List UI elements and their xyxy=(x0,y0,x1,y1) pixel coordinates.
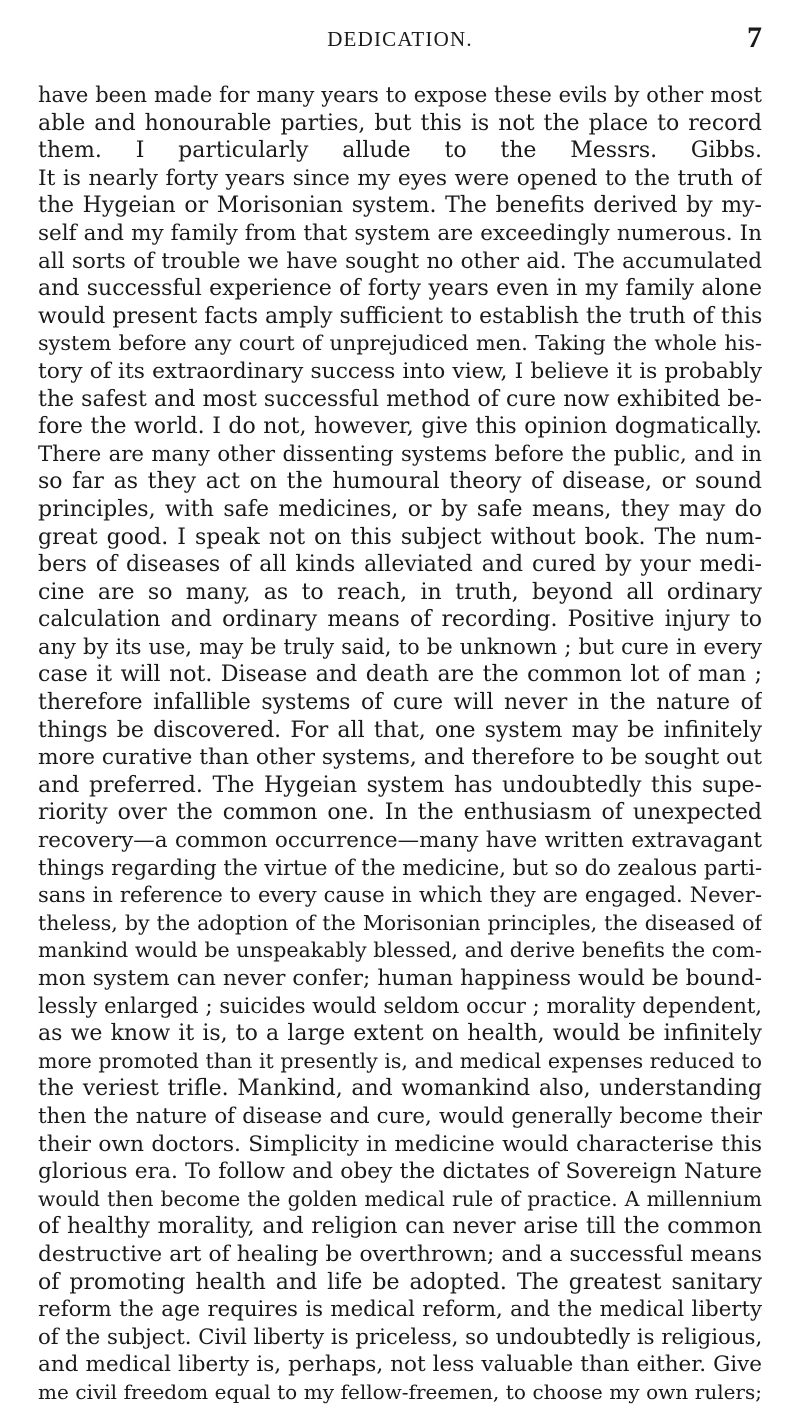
text-line: the safest and most successful method of cure now exhibited be- xyxy=(38,386,762,412)
text-line: the Hygeian or Morisonian system. The benefits derived by my- xyxy=(38,193,762,219)
body-text xyxy=(38,82,762,1407)
text-line: things be discovered. For all that, one system may be infinitely xyxy=(38,717,762,743)
text-line: as we know it is, to a large extent on health, would be infinitely xyxy=(38,1021,762,1047)
text-line: sans in reference to every cause in which they are engaged. Never- xyxy=(38,883,762,908)
text-line: riority over the common one. In the enthusiasm of unexpected xyxy=(38,800,762,826)
text-line: more curative than other systems, and therefore to be sought out xyxy=(38,745,762,771)
text-line: case it will not. Disease and death are the common lot of man ; xyxy=(38,662,762,688)
book-page xyxy=(38,22,762,1407)
text-line: of healthy morality, and religion can never arise till the common xyxy=(38,1214,762,1240)
text-line: of promoting health and life be adopted. The greatest sanitary xyxy=(38,1269,762,1295)
text-line: mon system can never confer; human happiness would be bound- xyxy=(38,966,762,991)
page-header xyxy=(38,22,762,58)
text-line: me civil freedom equal to my fellow-freemen, to choose my own rulers; xyxy=(38,1379,762,1404)
text-line: principles, with safe medicines, or by safe means, they may do xyxy=(38,496,762,522)
text-line: and medical liberty is, perhaps, not less valuable than either. Give xyxy=(38,1352,762,1378)
text-line: great good. I speak not on this subject without book. The num- xyxy=(38,524,762,550)
text-line: bers of diseases of all kinds alleviated and cured by your medi- xyxy=(38,552,762,578)
text-line: them. I particularly allude to the Messrs. Gibbs. xyxy=(38,138,762,164)
text-line: all sorts of trouble we have sought no other aid. The accumulated xyxy=(38,248,762,274)
text-line: and successful experience of forty years even in my family alone xyxy=(38,276,762,302)
running-head: DEDICATION. xyxy=(327,27,473,51)
text-line: able and honourable parties, but this is not the place to record xyxy=(38,110,762,136)
text-line: It is nearly forty years since my eyes were opened to the truth of xyxy=(38,165,762,191)
text-line: the veriest trifle. Mankind, and womankind also, understanding xyxy=(38,1076,762,1102)
text-line: so far as they act on the humoural theory of disease, or sound xyxy=(38,469,762,495)
text-line: their own doctors. Simplicity in medicine would characterise this xyxy=(38,1131,762,1157)
text-line: mankind would be unspeakably blessed, and derive benefits the com- xyxy=(38,938,762,963)
text-line: recovery—a common occurrence—many have written extravagant xyxy=(38,828,762,854)
text-line: reform the age requires is medical reform, and the medical liberty xyxy=(38,1297,762,1323)
text-line: therefore infallible systems of cure will never in the nature of xyxy=(38,690,762,716)
text-line: would present facts amply sufficient to establish the truth of this xyxy=(38,303,762,329)
text-line: system before any court of unprejudiced men. Taking the whole his- xyxy=(38,331,762,356)
text-line: lessly enlarged ; suicides would seldom occur ; morality dependent, xyxy=(38,993,762,1018)
text-line: cine are so many, as to reach, in truth, beyond all ordinary xyxy=(38,579,762,605)
text-line: would then become the golden medical rule of practice. A millennium xyxy=(38,1186,762,1211)
text-line: theless, by the adoption of the Morisonian principles, the diseased of xyxy=(38,910,762,935)
text-line: destructive art of healing be overthrown; and a successful means xyxy=(38,1241,762,1267)
text-line: self and my family from that system are exceedingly numerous. In xyxy=(38,220,762,246)
text-line: tory of its extraordinary success into view, I believe it is probably xyxy=(38,358,762,384)
text-line: and preferred. The Hygeian system has undoubtedly this supe- xyxy=(38,772,762,798)
text-line: glorious era. To follow and obey the dictates of Sovereign Nature xyxy=(38,1159,762,1185)
text-line: then the nature of disease and cure, would generally become their xyxy=(38,1103,762,1129)
text-line: calculation and ordinary means of recording. Positive injury to xyxy=(38,607,762,633)
text-line: There are many other dissenting systems before the public, and in xyxy=(38,441,762,467)
text-line: have been made for many years to expose these evils by other most xyxy=(38,83,762,107)
text-line: more promoted than it presently is, and medical expenses reduced to xyxy=(38,1048,762,1073)
text-line: of the subject. Civil liberty is priceless, so undoubtedly is religious, xyxy=(38,1324,762,1350)
text-line: fore the world. I do not, however, give this opinion dogmatically. xyxy=(38,414,762,440)
text-line: things regarding the virtue of the medicine, but so do zealous parti- xyxy=(38,855,762,880)
text-line: any by its use, may be truly said, to be unknown ; but cure in every xyxy=(38,634,762,659)
page-number: 7 xyxy=(747,21,762,54)
